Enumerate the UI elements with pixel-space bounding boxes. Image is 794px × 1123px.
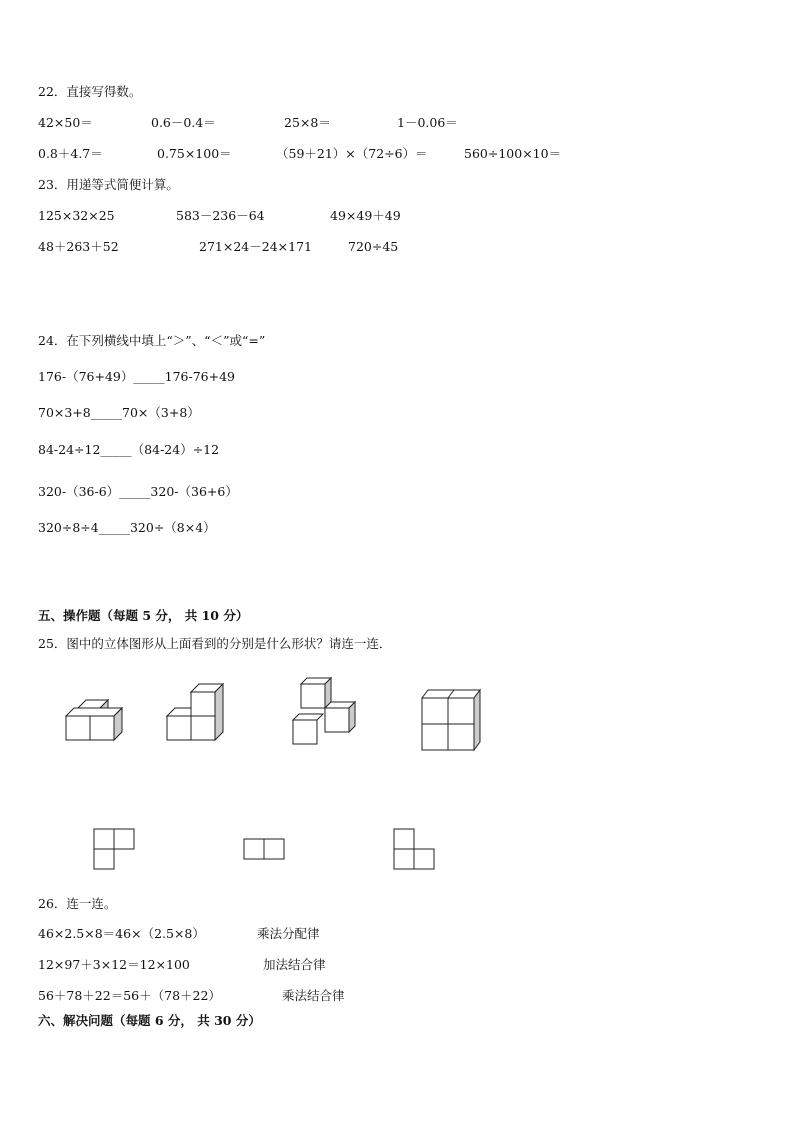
top-view-shape-2 <box>243 838 287 862</box>
solid-figure-4 <box>418 686 488 754</box>
q23-item: 583－236－64 <box>176 208 265 223</box>
q25-title: 25．图中的立体图形从上面看到的分别是什么形状？请连一连． <box>38 636 392 651</box>
q26-expression: 12×97＋3×12＝12×100 <box>38 957 190 972</box>
q24-item: 176-（76+49）_____176-76+49 <box>38 369 235 384</box>
solid-figure-1 <box>60 690 130 745</box>
q24-item: 84-24÷12_____（84-24）÷12 <box>38 442 220 457</box>
q22-item: 0.6－0.4＝ <box>151 115 216 130</box>
q22-item: 25×8＝ <box>284 115 331 130</box>
q22-item: 0.75×100＝ <box>157 146 232 161</box>
q23-item: 125×32×25 <box>38 208 115 223</box>
q24-title: 24．在下列横线中填上“＞”、“＜”或“=” <box>38 333 266 348</box>
q22-item: （59＋21）×（72÷6）＝ <box>276 146 428 161</box>
q24-item: 320÷8÷4_____320÷（8×4） <box>38 520 216 535</box>
q23-item: 271×24－24×171 <box>199 239 312 254</box>
q23-item: 48＋263＋52 <box>38 239 119 254</box>
q26-law: 乘法分配律 <box>257 926 320 941</box>
q22-item: 560÷100×10＝ <box>464 146 562 161</box>
q23-item: 720÷45 <box>348 239 399 254</box>
q26-law: 加法结合律 <box>263 957 326 972</box>
q22-title: 22．直接写得数。 <box>38 84 142 99</box>
q24-item: 320-（36-6）_____320-（36+6） <box>38 484 238 499</box>
top-view-shape-1 <box>93 828 137 872</box>
q26-expression: 46×2.5×8＝46×（2.5×8） <box>38 926 205 941</box>
q22-item: 42×50＝ <box>38 115 93 130</box>
q26-law: 乘法结合律 <box>282 988 345 1003</box>
q22-item: 0.8＋4.7＝ <box>38 146 103 161</box>
q26-expression: 56＋78＋22＝56＋（78＋22） <box>38 988 221 1003</box>
solid-figure-3 <box>288 676 368 748</box>
section-6-heading: 六、解决问题（每题 6 分， 共 30 分） <box>38 1013 261 1028</box>
q23-title: 23．用递等式简便计算。 <box>38 177 179 192</box>
q24-item: 70×3+8_____70×（3+8） <box>38 405 200 420</box>
q23-item: 49×49＋49 <box>330 208 401 223</box>
solid-figure-2 <box>162 680 232 750</box>
section-5-heading: 五、操作题（每题 5 分， 共 10 分） <box>38 608 249 623</box>
q22-item: 1－0.06＝ <box>397 115 458 130</box>
top-view-shape-3 <box>393 828 437 872</box>
q26-title: 26．连一连。 <box>38 896 117 911</box>
